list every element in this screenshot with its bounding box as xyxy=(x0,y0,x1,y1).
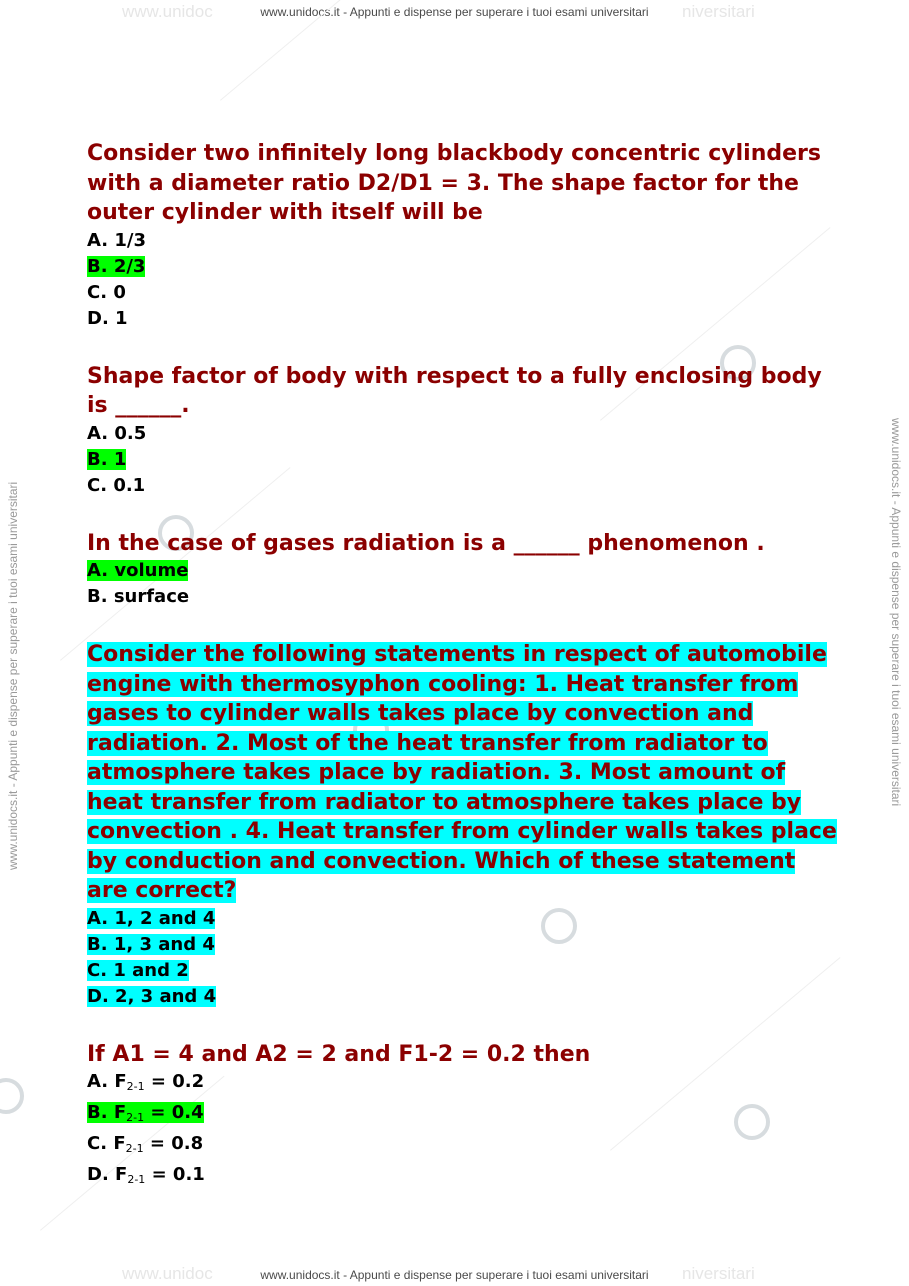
answer-option: C. 1 and 2 xyxy=(87,959,189,981)
question-line: In the case of gases radiation is a ______ phenomenon . xyxy=(87,530,765,556)
answer-option: D. $F_{2-1} = 0.1$ xyxy=(87,1164,205,1186)
question-block-1 xyxy=(87,139,827,332)
answer-option: A. 1/3 xyxy=(87,229,146,251)
question-line: atmosphere takes place by radiation. 3. Most amount of xyxy=(87,760,786,785)
answer-option: B. surface xyxy=(87,586,190,607)
watermark-side-left: www.unidocs.it - Appunti e dispense per superare i tuoi esami universitari xyxy=(6,481,20,870)
answer-option: D. 1 xyxy=(87,307,128,329)
question-block-5 xyxy=(87,1040,827,1194)
question-line: Consider two infinitely long blackbody concentric cylinders xyxy=(87,141,821,166)
answer-option: A. 1, 2 and 4 xyxy=(87,907,216,929)
question-line: Consider the following statements in respect of automobile xyxy=(87,642,827,667)
quiz-content xyxy=(87,139,837,1223)
answer-option: B. 1, 3 and 4 xyxy=(87,933,215,955)
question-line: by conduction and convection. Which of these statement xyxy=(87,848,796,874)
watermark-footer: www.unidocs.it - Appunti e dispense per superare i tuoi esami universitari xyxy=(260,1268,649,1282)
answer-option-correct: B. 2/3 xyxy=(87,255,146,277)
watermark-ghost-left: www.unidoc xyxy=(122,2,213,21)
question-line: convection . 4. Heat transfer from cylinder walls takes place xyxy=(87,819,837,844)
question-block-4 xyxy=(87,640,837,1010)
answer-option: C. $F_{2-1} = 0.8$ xyxy=(87,1133,204,1155)
question-line: with a diameter ratio D2/D1 = 3. The shape factor for the xyxy=(87,170,799,196)
question-line: outer cylinder with itself will be xyxy=(87,200,483,225)
question-line: gases to cylinder walls takes place by convection and xyxy=(87,701,754,726)
question-block-3 xyxy=(87,529,827,611)
watermark-side-right: www.unidocs.it - Appunti e dispense per superare i tuoi esami universitari xyxy=(889,418,903,807)
question-line: Shape factor of body with respect to a fully enclosing body xyxy=(87,363,822,389)
answer-option: C. 0.1 xyxy=(87,474,146,496)
watermark-ghost-right: niversitari xyxy=(682,2,755,21)
question-line: are correct? xyxy=(87,878,237,903)
answer-option-correct: A. volume xyxy=(87,560,189,581)
watermark-ghost-right-bottom: niversitari xyxy=(682,1264,755,1283)
question-line: engine with thermosyphon cooling: 1. Heat transfer from xyxy=(87,671,799,697)
answer-option: A. $F_{2-1} = 0.2$ xyxy=(87,1071,205,1093)
answer-option: C. 0 xyxy=(87,281,126,303)
question-line: is ______. xyxy=(87,393,190,418)
answer-option: D. 2, 3 and 4 xyxy=(87,985,217,1007)
answer-option: A. 0.5 xyxy=(87,422,147,444)
watermark-ghost-left-bottom: www.unidoc xyxy=(122,1264,213,1283)
question-line: radiation. 2. Most of the heat transfer from radiator to xyxy=(87,730,768,756)
watermark-logo-icon xyxy=(0,1078,24,1114)
question-line: heat transfer from radiator to atmosphere takes place by xyxy=(87,789,802,815)
answer-option-correct: B. $F_{2-1} = 0.4$ xyxy=(87,1102,204,1124)
watermark-header: www.unidocs.it - Appunti e dispense per superare i tuoi esami universitari xyxy=(260,5,649,19)
question-block-2 xyxy=(87,362,827,499)
answer-option-correct: B. 1 xyxy=(87,448,127,470)
question-line: If A1 = 4 and A2 = 2 and F1-2 = 0.2 then xyxy=(87,1041,591,1067)
